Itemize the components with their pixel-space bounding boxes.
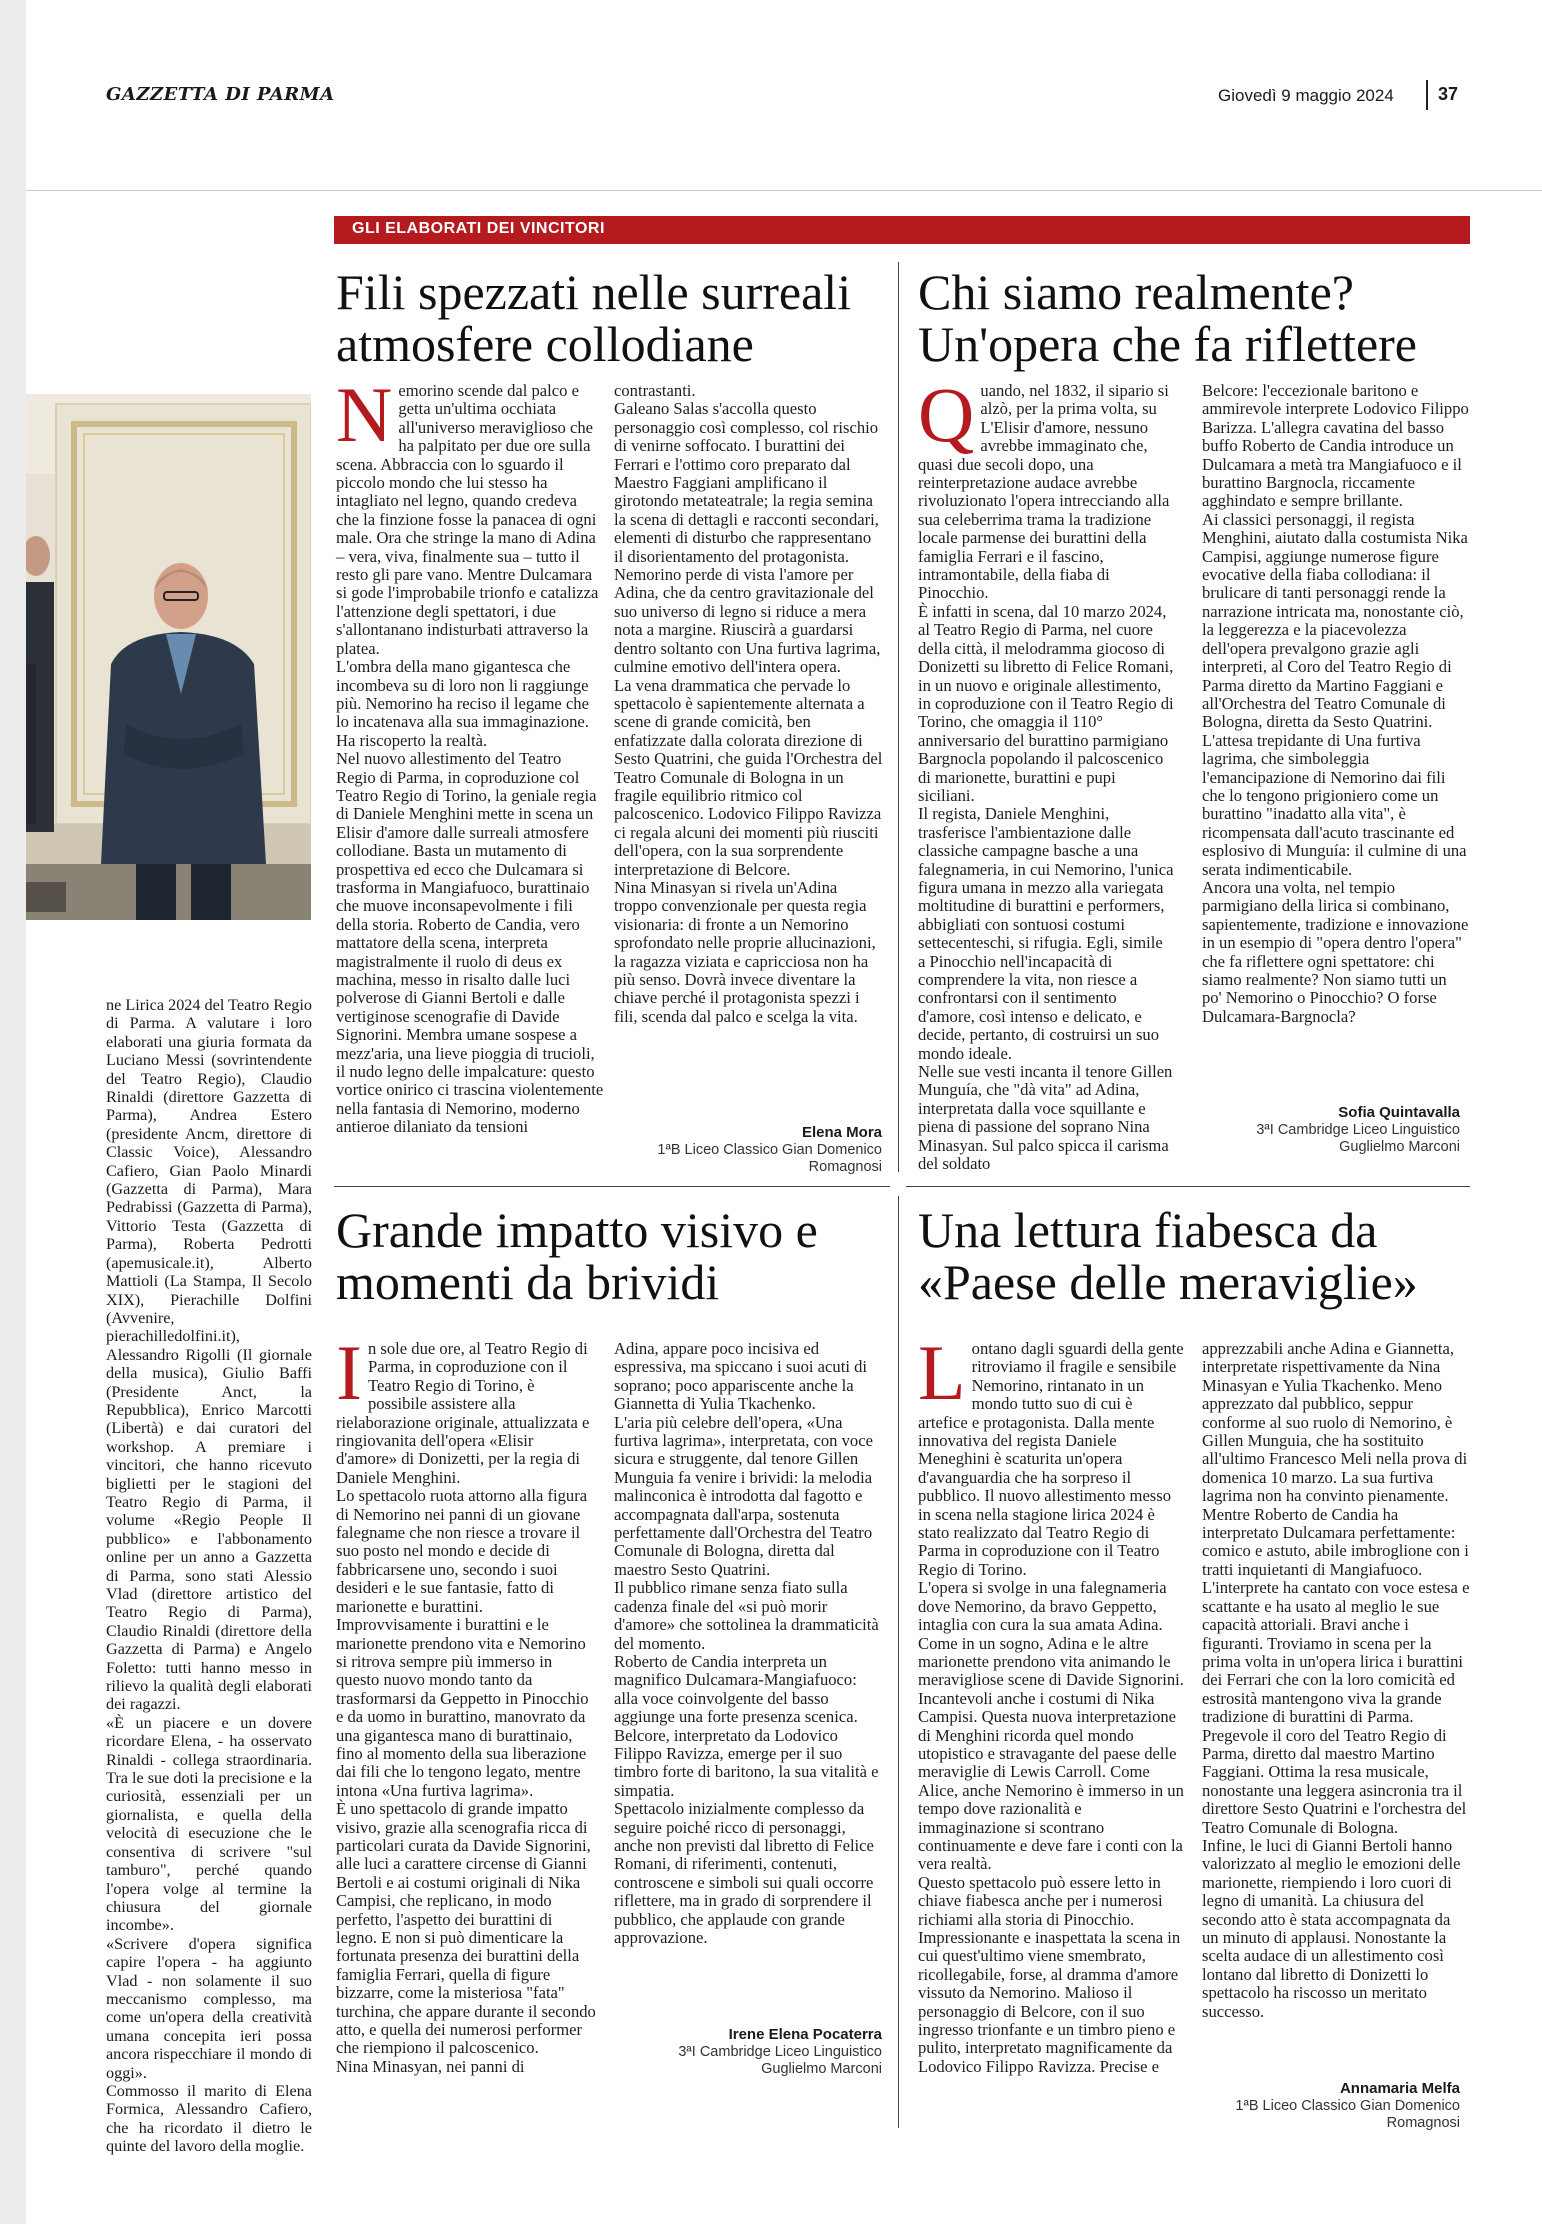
author-name: Irene Elena Pocaterra [728,2026,882,2043]
article-column [1202,382,1470,1026]
issue-date: Giovedì 9 maggio 2024 [1218,86,1394,105]
column-rule [898,1196,899,2128]
article-paragraph: contrastanti. [614,381,696,400]
article-signature [614,1124,882,1176]
article-headline: Grande impatto visivo e momenti da brividi [336,1202,818,1310]
article-signature [1202,1104,1460,1156]
dropcap: N [336,371,393,458]
article-paragraph: uando, nel 1832, il sipario si alzò, per la prima volta, su L'Elisir d'amore, nessuno avrebbe immaginato che, quasi due secoli dopo, una reinterpretazione audace avrebbe rivoluzionato l'opera intrecciando alla sua celeberrima trama la tradizione locale parmense dei burattini della famiglia Ferrari e il fascino, intramontabile, della fiaba di Pinocchio. [918,381,1170,603]
article-paragraph: L'attesa trepidante di Una furtiva lagrima, che simboleggia l'emancipazione di Nemorino dai fili che lo tengono prigioniero come un burattino "inadatto alla vita", è ricompensata dall'acuto trascinante ed esplosivo di Munguía: il culmine di una serata indimenticabile. [1202,730,1467,879]
article-paragraph: Il pubblico rimane senza fiato sulla cadenza finale del «si può morir d'amore» che sottolinea la drammaticità del momento. [614,1578,879,1653]
article-paragraph: È uno spettacolo di grande impatto visivo, grazie alla scenografia ricca di particolari curata da Davide Signorini, alle luci a carattere circense di Gianni Bertoli e ai costumi originali di Nika Campisi, che replicano, in modo perfetto, l'aspetto dei burattini di legno. E non si può dimenticare la fortunata presenza dei burattini della famiglia Ferrari, quella di figure bizzarre, come la misteriosa "fata" turchina, che appare durante il secondo atto, e quella dei numerosi performer che riempiono il palcoscenico. [336,1799,596,2058]
author-school: 3ªI Cambridge Liceo Linguistico Guglielmo Marconi [678,2044,882,2077]
article-column [918,371,1174,1174]
article-headline: Chi siamo realmente? Un'opera che fa riflettere [918,264,1417,372]
dropcap: I [336,1329,362,1416]
dropcap: Q [918,371,975,458]
article-signature [1202,2080,1460,2132]
intro-column [106,996,312,2156]
author-name: Annamaria Melfa [1339,2080,1460,2097]
article-headline: Una lettura fiabesca da «Paese delle meraviglie» [918,1202,1418,1310]
article-paragraph: Il regista, Daniele Menghini, trasferisce l'ambientazione dalle classiche campagne basche a una falegnameria, in cui Nemorino, l'unica figura umana in mezzo alla variegata moltitudine di burattini e performers, abbigliati con sontuosi costumi settecenteschi, si rifugia. Egli, simile a Pinocchio nell'incapacità di comprendere la vita, non riesce a confrontarsi con il sentimento d'amore, così intenso e delicato, e decide, pertanto, di costruirsi un suo mondo ideale. [918,804,1174,1063]
page-gutter [0,0,26,2224]
article-column [918,1329,1184,2076]
event-photo [26,394,311,920]
intro-paragraph: «È un piacere e un dovere ricordare Elena, - ha osservato Rinaldi - collega straordinaria. Tra le sue doti la precisione e la curiosità, essenziali per un giornalista, e quella della velocità di esecuzione che le consentiva di scrivere "sul tamburo", perché quando l'opera volge al termine la chiusura del giornale incombe». [106,1713,312,1935]
page-number: 37 [1438,84,1459,104]
article-paragraph: Ancora una volta, nel tempio parmigiano della lirica si combinano, sapientemente, tradizione e innovazione in un esempio di "opera dentro l'opera" che fa riflettere ogni spettatore: chi siamo realmente? Non siamo tutti un po' Nemorino o Pinocchio? O forse Dulcamara-Bargnocla? [1202,877,1469,1026]
article-paragraph: Roberto de Candia interpreta un magnifico Dulcamara-Mangiafuoco: alla voce coinvolgente del basso aggiunge una forte presenza scenica. [614,1651,858,1727]
article-paragraph: Nel nuovo allestimento del Teatro Regio di Parma, in coproduzione col Teatro Regio di Torino, la geniale regia di Daniele Menghini mette in scena un Elisir d'amore dalle surreali atmosfere collodiane. Basta un mutamento di prospettiva ed ecco che Dulcamara si trasforma in Mangiafuoco, burattinaio che muove inconsapevolmente i fili della storia. Roberto de Candia, vero mattatore della scena, interpreta magistralmente il ruolo di deus ex machina, messo in risalto dalle luci polverose di Gianni Bertoli e dalle vertiginose scenografie di Davide Signorini. Membra umane sospese a mezz'aria, una lieve pioggia di trucioli, il nudo legno delle impalcature: questo vortice onirico ci trascina violentemente nella fantasia di Nemorino, moderno antieroe dilaniato da tensioni [336,749,604,1137]
article-paragraph: Nelle sue vesti incanta il tenore Gillen Munguía, che "dà vita" ad Adina, interpretata dalla voce squillante e piena di passione del soprano Nina Minasyan. Sul palco spicca il carisma del soldato [918,1062,1173,1174]
header-rule [26,190,1542,191]
masthead: GAZZETTA DI PARMA [106,84,335,105]
article-paragraph: L'interprete ha cantato con voce estesa e scattante e ha usato al meglio le sue capacità attoriali. Bravi anche i figuranti. Troviamo in scena per la prima volta in un'opera lirica i burattini dei Ferrari che con la loro comicità ed estrosità mantengono viva la grande tradizione di burattini di Parma. Pregevole il coro del Teatro Regio di Parma, diretto dal maestro Martino Faggiani. Ottima la resa musicale, nonostante una leggera asincronia tra il direttore Sesto Quatrini e l'orchestra del Teatro Comunale di Bologna. [1202,1578,1470,1837]
event-photo-drawing [26,394,311,920]
article-paragraph: Spettacolo inizialmente complesso da seguire poiché ricco di personaggi, anche non previsti dal libretto di Felice Romani, di riferimenti, contenuti, controscene e simboli sui quali occorre riflettere, ma in grado di sorprendere il pubblico, che applaude con grande approvazione. [614,1799,874,1947]
article-paragraph: L'aria più celebre dell'opera, «Una furtiva lagrima», interpretata, con voce sicura e struggente, dal tenore Gillen Munguia fa venire i brividi: la melodia malinconica è introdotta dal fagotto e accompagnata dall'arpa, sostenuta perfettamente dall'Orchestra del Teatro Comunale di Bologna, diretta dal maestro Sesto Quatrini. [614,1412,873,1579]
column-rule [898,262,899,1172]
intro-paragraph: Commosso il marito di Elena Formica, Alessandro Cafiero, che ha ricordato il dietro le quinte del lavoro della moglie. [106,2081,312,2156]
article-paragraph: Nina Minasyan si rivela un'Adina troppo convenzionale per questa regia visionaria: di fronte a un Nemorino sprofondato nelle proprie allucinazioni, la ragazza viziata e capricciosa non ha più senso. Dovrà invece diventare la chiave perché il protagonista spezzi i fili, scenda dal palco e scelga la vita. [614,877,876,1026]
author-name: Elena Mora [801,1124,882,1141]
article-paragraph: Belcore: l'eccezionale baritono e ammirevole interprete Lodovico Filippo Barizza. L'allegra cavatina del basso buffo Roberto de Candia introduce un Dulcamara a metà tra Mangiafuoco e il burattino Bargnocla, riccamente agghindato e sempre brillante. [1202,381,1469,511]
article-paragraph: Ha riscoperto la realtà. [336,730,488,750]
article-headline: Fili spezzati nelle surreali atmosfere collodiane [336,264,852,372]
author-school: 3ªI Cambridge Liceo Linguistico Guglielmo Marconi [1256,1122,1460,1155]
article-paragraph: ontano dagli sguardi della gente ritroviamo il fragile e sensibile Nemorino, rintanato in un mondo tutto suo di cui è artefice e protagonista. Dalla mente innovativa del regista Daniele Meneghini è scaturita un'opera d'avanguardia che ha sorpreso il pubblico. Il nuovo allestimento messo in scena nella stagione lirica 2024 è stato realizzato dal Teatro Regio di Parma in coproduzione con il Teatro Regio di Torino. [918,1339,1184,1579]
article-paragraph: Adina, appare poco incisiva ed espressiva, ma spiccano i suoi acuti di soprano; poco appariscente anche la Giannetta di Yulia Tkachenko. [614,1339,867,1414]
section-label: GLI ELABORATI DEI VINCITORI [352,220,605,237]
article-paragraph: L'ombra della mano gigantesca che incombeva su di loro non li raggiunge più. Nemorino ha reciso il legame che lo incatenava alla sua immaginazione. [336,657,589,732]
intro-paragraph: «Scrivere d'opera significa capire l'opera - ha aggiunto Vlad - non solamente il suo meccanismo complesso, ma come un'opera della creatività umana concepita ieri possa ancora rispecchiare il mondo di oggi». [106,1934,312,2082]
article-paragraph: Galeano Salas s'accolla questo personaggio così complesso, col rischio di venirne soffocato. I burattini dei Ferrari e l'ottimo coro preparato dal Maestro Faggiani amplificano il girotondo metateatrale; la regia semina la scena di dettagli e racconti secondari, elementi di disturbo che rappresentano il disorientamento del protagonista. Nemorino perde di vista l'amore per Adina, che da centro gravitazionale del suo universo di legno si riduce a mera nota a margine. Riuscirà a guardarsi dentro soltanto con Una furtiva lagrima, culmine emotivo dell'intera opera. [614,399,881,677]
article-column [1202,1340,1470,2021]
article-paragraph: Belcore, interpretato da Lodovico Filippo Ravizza, emerge per il suo timbro forte di baritono, la sua vitalità e simpatia. [614,1725,879,1800]
section-rule [334,1186,890,1187]
article-paragraph: apprezzabili anche Adina e Giannetta, interpretate rispettivamente da Nina Minasyan e Yulia Tkachenko. Meno apprezzato dal pubblico, seppur conforme al suo ruolo di Nemorino, è Gillen Munguia, che ha sostituito all'ultimo Francesco Meli nella prova di domenica 10 marzo. La sua furtiva lagrima non ha convinto pienamente. Mentre Roberto de Candia ha interpretato Dulcamara perfettamente: comico e astuto, abile imbroglione con i tratti inquietanti di Mangiafuoco. [1202,1339,1469,1579]
article-column [614,382,884,1026]
article-paragraph: Questo spettacolo può essere letto in chiave fiabesca anche per i numerosi richiami alla storia di Pinocchio. Impressionante e inaspettata la scena in cui quest'ultimo viene smembrato, ricollegabile, forse, al dramma d'amore vissuto da Nemorino. Malioso il personaggio di Belcore, con il suo ingresso trionfante e un timbro pieno e pulito, interpretato magnificamente da Lodovico Filippo Ravizza. Precise e [918,1872,1181,2076]
article-column [336,371,604,1137]
article-signature [614,2026,882,2078]
author-school: 1ªB Liceo Classico Gian Domenico Romagnosi [1235,2098,1460,2131]
article-paragraph: È infatti in scena, dal 10 marzo 2024, al Teatro Regio di Parma, nel cuore della città, il melodramma giocoso di Donizetti su libretto di Felice Romani, in un nuovo e originale allestimento, in coproduzione con il Teatro Regio di Torino, che omaggia il 110° anniversario del burattino parmigiano Bargnocla popolando il palcoscenico di marionette, burattini e pupi siciliani. [918,601,1174,805]
intro-paragraph: ne Lirica 2024 del Teatro Regio di Parma. A valutare i loro elaborati una giuria formata da Luciano Messi (sovrintendente del Teatro Regio), Claudio Rinaldi (direttore Gazzetta di Parma), Andrea Estero (presidente Ancm, direttore di Classic Voice), Alessandro Cafiero, Gian Paolo Minardi (Gazzetta di Parma), Mara Pedrabissi (Gazzetta di Parma), Vittorio Testa (Gazzetta di Parma), Roberta Pedrotti (apemusicale.it), Alberto Mattioli (La Stampa, Il Secolo XIX), Pierachille Dolfini (Avvenire, pierachilledolfini.it), Alessandro Rigolli (Il giornale della musica), Giulio Baffi (Presidente Anct, la Repubblica), Enrico Marcotti (Libertà) e dai curatori del workshop. A premiare i vincitori, che hanno ricevuto biglietti per le stagioni del Teatro Regio di Parma, il volume «Regio People Il pubblico» e l'abbonamento online per un anno a Gazzetta di Parma, sono stati Alessio Vlad (direttore artistico del Teatro Regio di Parma), Claudio Rinaldi (direttore della Gazzetta di Parma) e Angelo Foletto: tutti hanno messo in rilievo la qualità degli elaborati dei ragazzi. [106,996,312,1714]
author-name: Sofia Quintavalla [1338,1104,1460,1121]
article-paragraph: n sole due ore, al Teatro Regio di Parma, in coproduzione con il Teatro Regio di Torino, è possibile assistere alla rielaborazione originale, attualizzata e ringiovanita dell'opera «Elisir d'amore» di Donizetti, per la regia di Daniele Menghini. [336,1339,590,1487]
article-paragraph: Ai classici personaggi, il regista Menghini, aiutato dalla costumista Nika Campisi, aggiunge numerose figure evocative della fiaba collodiana: il brulicare di tanti personaggi rende la narrazione intricata ma, nonostante ciò, la leggerezza e la piacevolezza dell'opera prevalgono grazie agli interpreti, al Coro del Teatro Regio di Parma diretto da Martino Faggiani e all'Orchestra del Teatro Comunale di Bologna, diretta da Sesto Quatrini. [1202,509,1468,732]
article-column [614,1340,884,1947]
article-paragraph: emorino scende dal palco e getta un'ultima occhiata all'universo meraviglioso che ha palpitato per due ore sulla scena. Abbraccia con lo sguardo il piccolo mondo che lui stesso ha intagliato nel legno, quando credeva che la finzione fosse la panacea di ogni male. Ora che stringe la mano di Adina – vera, viva, finalmente sua – tutto il resto gli pare vano. Mentre Dulcamara si gode l'improbabile trionfo e catalizza l'attenzione degli spettatori, i due s'allontanano indisturbati attraverso la platea. [336,381,599,658]
author-school: 1ªB Liceo Classico Gian Domenico Romagnosi [657,1142,882,1175]
article-column [336,1329,596,2076]
article-paragraph: L'opera si svolge in una falegnameria dove Nemorino, da bravo Geppetto, intaglia con cura la sua amata Adina. Come in un sogno, Adina e le altre marionette prendono vita animando le meravigliose scene di Davide Signorini. Incantevoli anche i costumi di Nika Campisi. Questa nuova interpretazione di Menghini ricorda quel mondo utopistico e stravagante del paese delle meraviglie di Lewis Carroll. Come Alice, anche Nemorino è immerso in un tempo dove razionalità e immaginazione si scontrano continuamente e deve fare i conti con la vera realtà. [918,1578,1184,1874]
header-divider [1426,80,1428,110]
article-paragraph: Infine, le luci di Gianni Bertoli hanno valorizzato al meglio le emozioni delle marionette, riempiendo i loro cuori di legno di umanità. La chiusura del secondo atto è stata accompagnata da un minuto di applausi. Nonostante la scelta audace di un allestimento così lontano dal libretto di Donizetti lo spettacolo ha riscosso un meritato successo. [1202,1835,1461,2021]
section-rule [906,1186,1470,1187]
article-paragraph: La vena drammatica che pervade lo spettacolo è sapientemente alternata a scene di grande comicità, ben enfatizzate dalla colorata direzione di Sesto Quatrini, che guida l'Orchestra del Teatro Comunale di Bologna in un fragile equilibrio ritmico col palcoscenico. Lodovico Filippo Ravizza ci regala alcuni dei momenti più riusciti dell'opera, con la sua sorprendente interpretazione di Belcore. [614,675,883,879]
dropcap: L [918,1329,966,1416]
article-paragraph: Nina Minasyan, nei panni di [336,2056,525,2076]
article-paragraph: Lo spettacolo ruota attorno alla figura di Nemorino nei panni di un giovane falegname che non riesce a trovare il suo posto nel mondo e decide di fabbricarsene uno, secondo i suoi desideri e le sue fantasie, fatto di marionette e burattini. Improvvisamente i burattini e le marionette prendono vita e Nemorino si ritrova sempre più immerso in questo nuovo mondo tanto da trasformarsi da Geppetto in Pinocchio e da uomo in burattino, manovrato da una gigantesca mano di burattinaio, fino al momento della sua liberazione dai fili che lo tengono legato, mentre intona «Una furtiva lagrima». [336,1486,589,1800]
